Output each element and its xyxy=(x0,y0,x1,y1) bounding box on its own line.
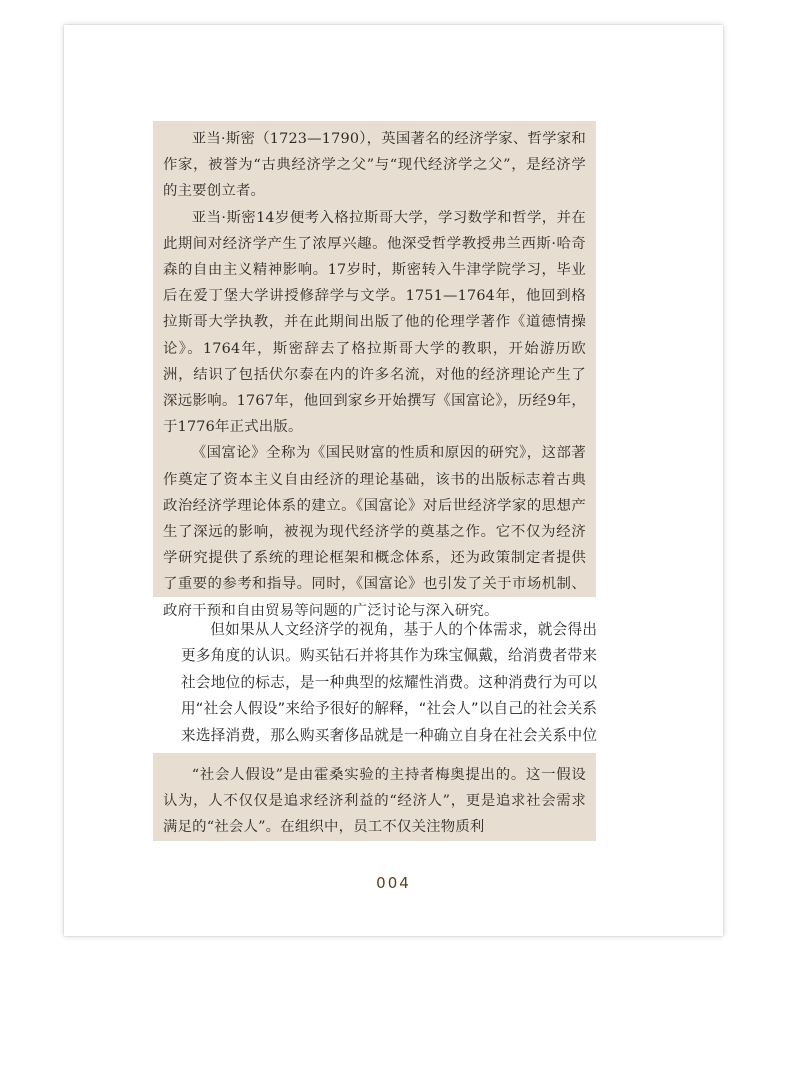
social-man-sidebar-box xyxy=(153,753,596,841)
sidebar-paragraph: 亚当·斯密（1723—1790），英国著名的经济学家、哲学家和作家，被誉为“古典经济学之父”与“现代经济学之父”，是经济学的主要创立者。 xyxy=(163,131,586,200)
sidebar-paragraph: 《国富论》全称为《国民财富的性质和原因的研究》，这部著作奠定了资本主义自由经济的理论基础，该书的出版标志着古典政治经济学理论体系的建立。《国富论》对后世经济学家的思想产生了深远的影响，被视为现代经济学的奠基之作。它不仅为经济学研究提供了系统的理论框架和概念体系，还为政策制定者提供了重要的参考和指导。同时，《国富论》也引发了关于市场机制、政府干预和自由贸易等问题的广泛讨论与深入研究。 xyxy=(163,445,586,619)
page-number: 004 xyxy=(376,874,411,892)
book-page xyxy=(64,25,723,936)
adam-smith-sidebar-box xyxy=(153,121,596,619)
sidebar-paragraph: 亚当·斯密14岁便考入格拉斯哥大学，学习数学和哲学，并在此期间对经济学产生了浓厚兴趣。他深受哲学教授弗兰西斯·哈奇森的自由主义精神影响。17岁时，斯密转入牛津学院学习，毕业后在爱丁堡大学讲授修辞学与文学。1751—1764年，他回到格拉斯哥大学执教，并在此期间出版了他的伦理学著作《道德情操论》。1764年，斯密辞去了格拉斯哥大学的教职，开始游历欧洲，结识了包括伏尔泰在内的许多名流，对他的经济理论产生了深远影响。1767年，他回到家乡开始撰写《国富论》，历经9年，于1776年正式出版。 xyxy=(163,209,586,436)
sidebar-paragraph: “社会人假设”是由霍桑实验的主持者梅奥提出的。这一假设认为，人不仅仅是追求经济利益的“经济人”，更是追求社会需求满足的“社会人”。在组织中，员工不仅关注物质利 xyxy=(163,767,586,836)
body-paragraph: 但如果从人文经济学的视角，基于人的个体需求，就会得出更多角度的认识。购买钻石并将其作为珠宝佩戴，给消费者带来社会地位的标志，是一种典型的炫耀性消费。这种消费行为可以用“社会人假设”来给予很好的解释，“社会人”以自己的社会关系来选择消费，那么购买奢侈品就是一种确立自身在社会关系中位 xyxy=(181,621,597,744)
